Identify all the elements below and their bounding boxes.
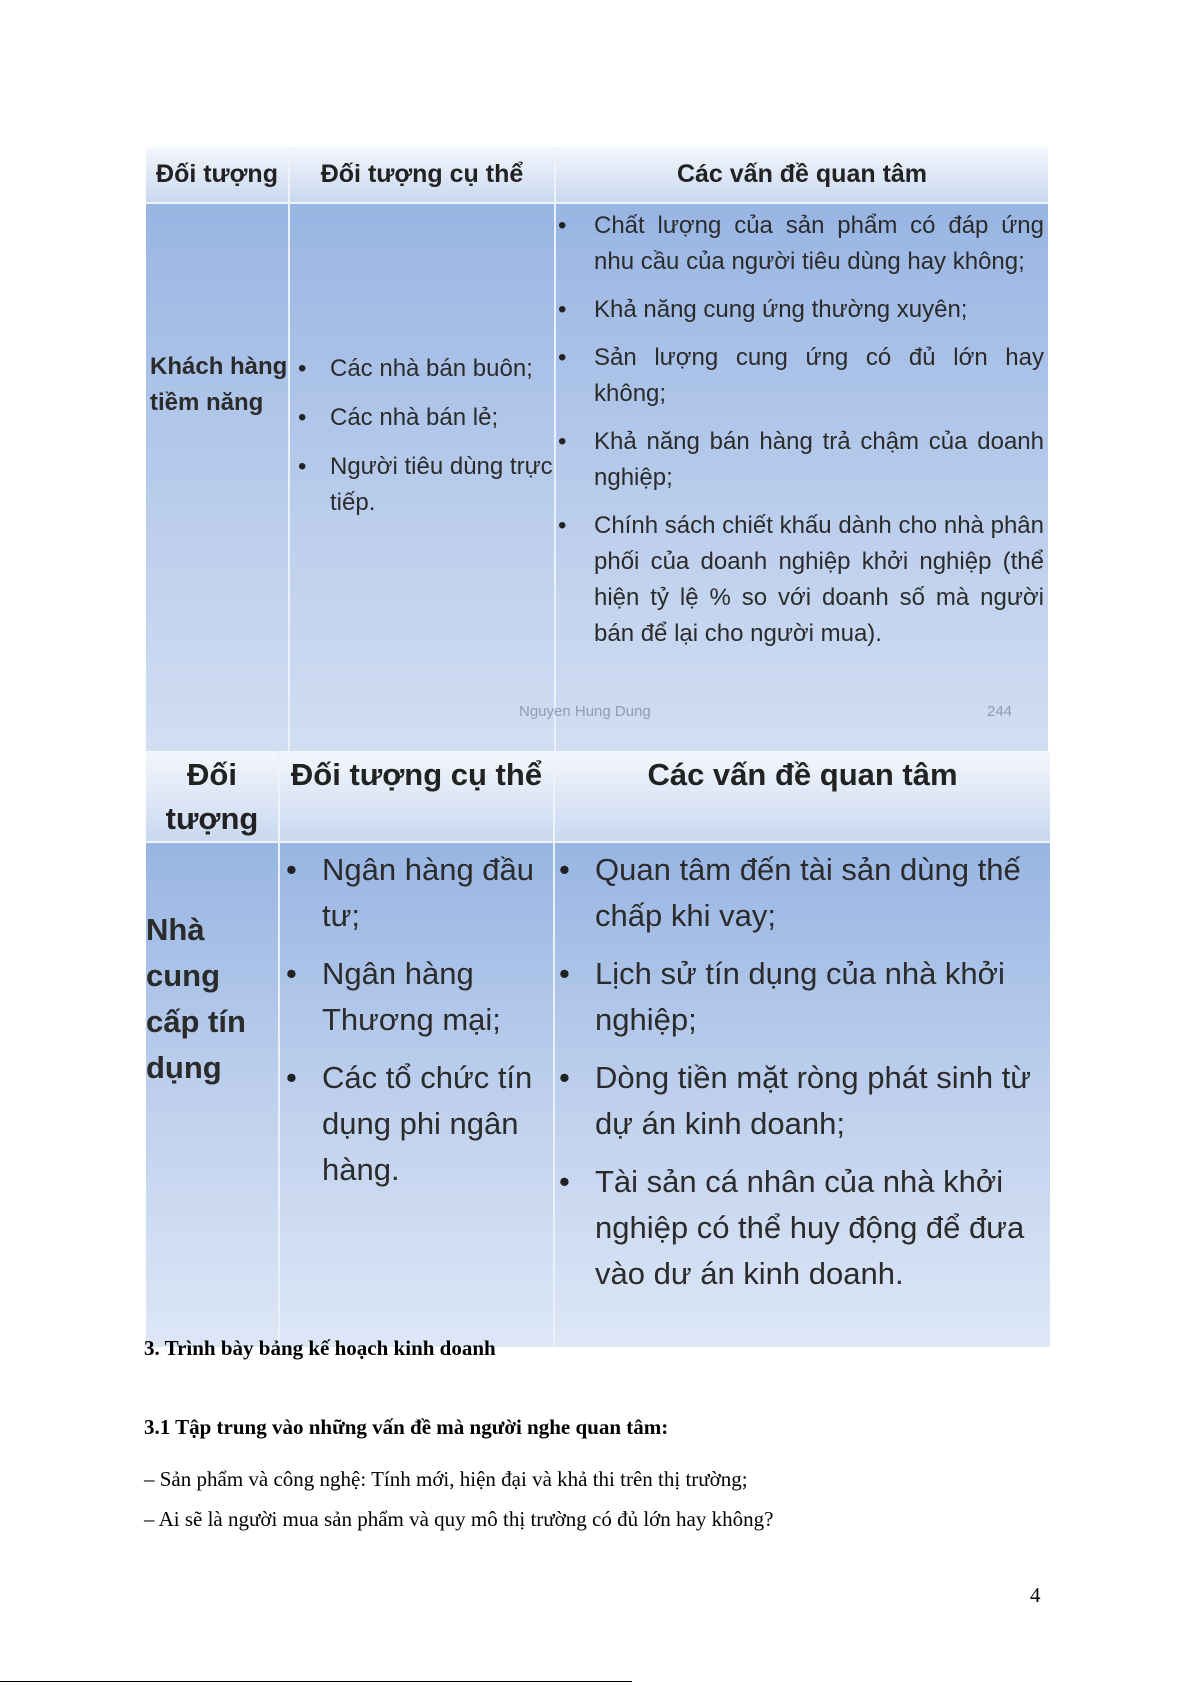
list-item: • Lịch sử tín dụng của nhà khởi nghiệp; [555, 951, 1050, 1043]
header-concerns: Các vấn đề quan tâm [555, 147, 1048, 203]
slide-watermark: Nguyen Hung Dung [519, 703, 651, 720]
specific-subject-cell [279, 842, 554, 1347]
section-heading: 3. Trình bày bảng kế hoạch kinh doanh [144, 1336, 496, 1360]
paragraph-line: – Ai sẽ là người mua sản phẩm và quy mô thị trường có đủ lớn hay không? [144, 1507, 774, 1531]
footer-rule [0, 1681, 632, 1682]
list-item: • Dòng tiền mặt ròng phát sinh từ dự án kinh doanh; [555, 1055, 1050, 1147]
concerns-cell [554, 842, 1050, 1347]
header-specific-subject: Đối tượng cụ thể [289, 147, 555, 203]
list-item: • Các tổ chức tín dụng phi ngân hàng. [280, 1055, 553, 1193]
header-subject: Đối tượng [146, 147, 289, 203]
list-item: • Các nhà bán lẻ; [290, 400, 554, 436]
page-number: 4 [1030, 1583, 1041, 1607]
list-item: • Sản lượng cung ứng có đủ lớn hay không; [556, 340, 1044, 412]
list-item: • Ngân hàng Thương mại; [280, 951, 553, 1043]
row-label: Khách hàng tiềm năng [146, 203, 289, 879]
list-item: • Chất lượng của sản phẩm có đáp ứng nhu cầu của người tiêu dùng hay không; [556, 208, 1044, 280]
list-item: • Quan tâm đến tài sản dùng thế chấp khi vay; [555, 847, 1050, 939]
row-label: Nhà cung cấp tín dụng [146, 842, 279, 1347]
header-specific-subject: Đối tượng cụ thể [279, 751, 554, 842]
paragraph-line: – Sản phẩm và công nghệ: Tính mới, hiện đại và khả thi trên thị trường; [144, 1467, 748, 1491]
list-item: • Chính sách chiết khấu dành cho nhà phân phối của doanh nghiệp khởi nghiệp (thể hiện tỷ lệ % so với doanh số mà người bán để lại cho người mua). [556, 508, 1044, 652]
list-item: • Các nhà bán buôn; [290, 351, 554, 387]
table-header-row [146, 147, 1048, 203]
list-item: • Tài sản cá nhân của nhà khởi nghiệp có thể huy động để đưa vào dư án kinh doanh. [555, 1159, 1050, 1297]
header-concerns: Các vấn đề quan tâm [554, 751, 1050, 842]
header-subject: Đối tượng [146, 751, 279, 842]
credit-providers-table [146, 751, 1050, 1347]
slide-number: 244 [987, 703, 1013, 720]
table-row [146, 842, 1050, 1347]
list-item: • Ngân hàng đầu tư; [280, 847, 553, 939]
sub-heading: 3.1 Tập trung vào những vấn đề mà người nghe quan tâm: [144, 1415, 669, 1439]
list-item: • Khả năng cung ứng thường xuyên; [556, 292, 1044, 328]
list-item: • Người tiêu dùng trực tiếp. [290, 449, 554, 521]
list-item: • Khả năng bán hàng trả chậm của doanh nghiệp; [556, 424, 1044, 496]
table-header-row [146, 751, 1050, 842]
